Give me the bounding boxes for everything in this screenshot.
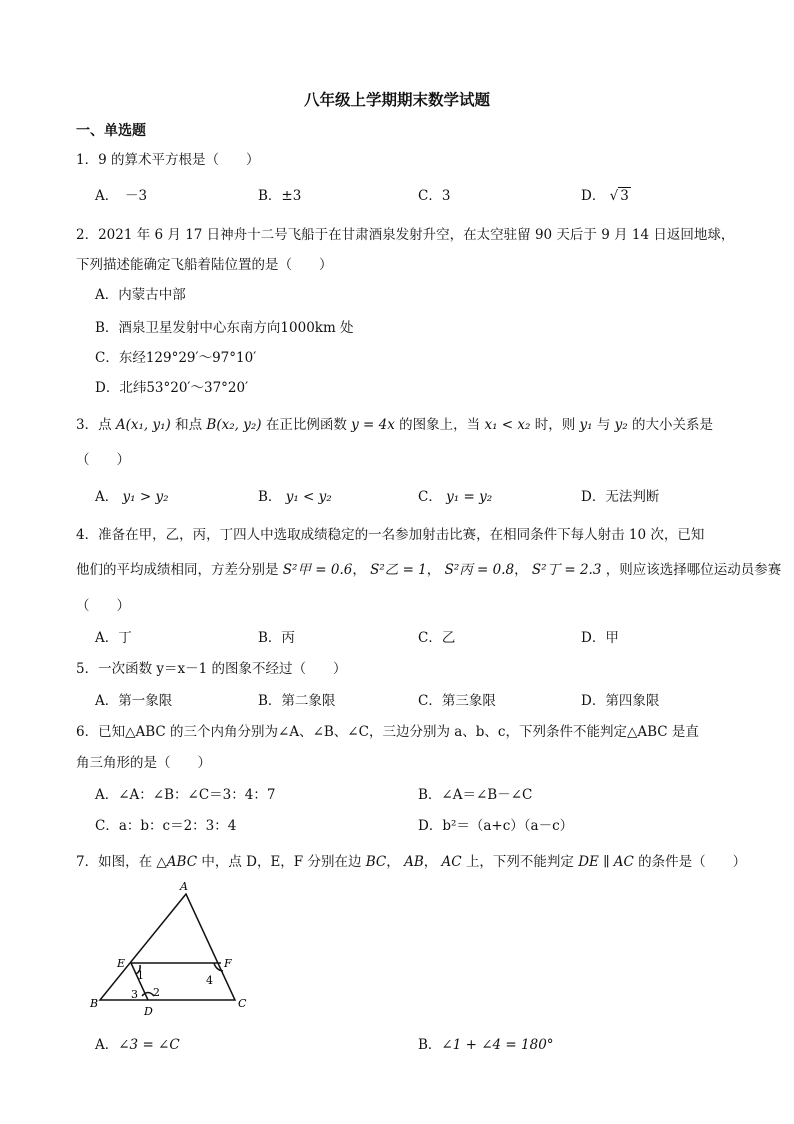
question-1-stem: 1．9 的算术平方根是（ ）	[76, 152, 260, 168]
sqrt-symbol: √ 3	[609, 188, 629, 204]
q4-variance-4: S²丁 = 2.3	[531, 562, 602, 578]
q3-condition: x₁ < x₂	[484, 417, 531, 433]
q5-option-c: C．第三象限	[418, 693, 496, 709]
q7-option-a	[95, 1033, 180, 1053]
point-f-label: F	[224, 957, 232, 970]
q3-function: y = 4x	[351, 417, 395, 433]
q3-text-5: 时，则	[534, 417, 576, 433]
page-title: 八年级上学期期末数学试题	[303, 91, 490, 109]
question-3-stem	[76, 413, 713, 433]
q3-option-a-label: A．	[95, 489, 119, 505]
q3-option-b-label: B．	[258, 489, 282, 505]
question-2-line-2: 下列描述能确定飞船着陆位置的是（ ）	[76, 257, 333, 273]
angle-1-label: 1	[137, 969, 144, 982]
q4-option-a: A．丁	[95, 630, 132, 646]
vertex-c-label: C	[238, 997, 247, 1010]
q7-option-b-label: B．	[418, 1037, 442, 1053]
q7-option-b-math: ∠1 + ∠4 = 180°	[441, 1037, 554, 1053]
q4-option-c: C．乙	[418, 630, 456, 646]
q1-option-b: B．±3	[258, 188, 302, 204]
section-heading: 一、单选题	[76, 123, 146, 139]
q3-text-1: 3．点	[76, 417, 112, 433]
point-d-label: D	[144, 1005, 153, 1018]
q2-option-a: A．内蒙古中部	[95, 287, 186, 303]
q1-option-d-prefix: D．	[581, 188, 606, 204]
question-6-line-1: 6．已知△ABC 的三个内角分别为∠A、∠B、∠C，三边分别为 a、b、c，下列条件不能判定△ABC 是直	[76, 724, 699, 740]
q3-text-4: 的图象上，当	[399, 417, 481, 433]
question-7-stem: 7．如图，在 △ABC 中，点 D，E，F 分别在边 BC， AB， AC 上，下列不能判定 DE ∥ AC 的条件是（ ）	[76, 854, 747, 870]
q4-text-b: ，则应该选择哪位运动员参赛	[605, 562, 782, 578]
q3-y1: y₁	[579, 417, 593, 433]
q7-edge-bc: BC	[365, 854, 387, 870]
q4-variance-1: S²甲 = 0.6	[282, 562, 353, 578]
q7-condition: DE ∥ AC	[578, 854, 634, 870]
q1-option-c: C．3	[418, 188, 451, 204]
q5-option-a: A．第一象限	[95, 693, 173, 709]
q4-option-b: B．丙	[258, 630, 295, 646]
q6-option-c: C．a：b：c＝2：3：4	[95, 818, 237, 834]
q7-option-a-label: A．	[95, 1037, 119, 1053]
q7-option-b	[418, 1033, 554, 1053]
q1-radicand: 3	[620, 188, 629, 204]
question-4-line-2: 他们的平均成绩相同，方差分别是 S²甲 = 0.6， S²乙 = 1， S²丙 = 0.8， S²丁 = 2.3 ，则应该选择哪位运动员参赛	[76, 562, 782, 578]
vertex-a-label: A	[180, 880, 188, 893]
q3-text-2: 和点	[175, 417, 203, 433]
q3-point-b: B(x₂, y₂)	[206, 417, 262, 433]
figure-lines	[100, 894, 235, 1000]
q4-variance-3: S²丙 = 0.8	[444, 562, 515, 578]
q3-y2: y₂	[614, 417, 628, 433]
q6-option-a: A．∠A：∠B：∠C＝3：4：7	[95, 787, 276, 803]
q3-option-b	[258, 485, 332, 505]
q3-option-a-math: y₁ > y₂	[122, 489, 169, 505]
angle-4-label: 4	[206, 974, 213, 987]
q7-text-1: 7．如图，在	[76, 854, 153, 870]
q3-option-c-label: C．	[418, 489, 442, 505]
q7-text-2: 中，点 D，E，F 分别在边	[201, 854, 362, 870]
q3-option-c	[418, 485, 492, 505]
triangle-figure	[88, 876, 263, 1021]
q3-text-6: 与	[596, 417, 611, 433]
question-6-line-2: 角三角形的是（ ）	[76, 755, 211, 771]
q3-option-d: D．无法判断	[581, 489, 660, 505]
q4-variance-2: S²乙 = 1	[370, 562, 427, 578]
q1-option-d	[581, 184, 631, 204]
question-5-stem: 5．一次函数 y＝x－1 的图象不经过（ ）	[76, 661, 347, 677]
q7-triangle: △ABC	[156, 854, 198, 870]
q7-edge-ab: AB	[404, 854, 424, 870]
q7-text-4: 的条件是（ ）	[638, 854, 747, 870]
q3-point-a: A(x₁, y₁)	[115, 417, 171, 433]
q6-option-b: B．∠A＝∠B－∠C	[418, 787, 533, 803]
angle-3-label: 3	[131, 988, 138, 1001]
question-2-line-1: 2．2021 年 6 月 17 日神舟十二号飞船于在甘肃酒泉发射升空，在太空驻留 90 天后于 9 月 14 日返回地球，	[76, 227, 735, 243]
point-e-label: E	[117, 957, 126, 970]
q6-option-d: D．b²＝（a+c）（a－c）	[418, 818, 574, 834]
q4-answer-paren: （ ）	[76, 598, 130, 614]
vertex-b-label: B	[90, 997, 99, 1010]
q7-edge-ac: AC	[441, 854, 462, 870]
angle-2-label: 2	[153, 986, 160, 999]
q3-text-3: 在正比例函数	[265, 417, 347, 433]
q3-text-7: 的大小关系是	[631, 417, 713, 433]
q2-option-c: C．东经129°29′～97°10′	[95, 350, 257, 366]
q3-option-a	[95, 485, 169, 505]
q4-option-d: D．甲	[581, 630, 619, 646]
q3-option-c-math: y₁ = y₂	[446, 489, 493, 505]
q2-option-d: D．北纬53°20′～37°20′	[95, 380, 249, 396]
q1-option-a: A． －3	[95, 188, 148, 204]
q4-text-a: 他们的平均成绩相同，方差分别是	[76, 562, 279, 578]
q5-option-b: B．第二象限	[258, 693, 336, 709]
question-4-line-1: 4．准备在甲，乙，丙，丁四人中选取成绩稳定的一名参加射击比赛，在相同条件下每人射击 10 次，已知	[76, 527, 705, 543]
q7-option-a-math: ∠3 = ∠C	[118, 1037, 180, 1053]
q7-text-3: 上，下列不能判定	[465, 854, 574, 870]
triangle-abc	[100, 894, 235, 1000]
q3-answer-paren: （ ）	[76, 452, 130, 468]
q3-option-b-math: y₁ < y₂	[285, 489, 332, 505]
q5-option-d: D．第四象限	[581, 693, 660, 709]
q2-option-b: B．酒泉卫星发射中心东南方向1000km 处	[95, 320, 354, 336]
